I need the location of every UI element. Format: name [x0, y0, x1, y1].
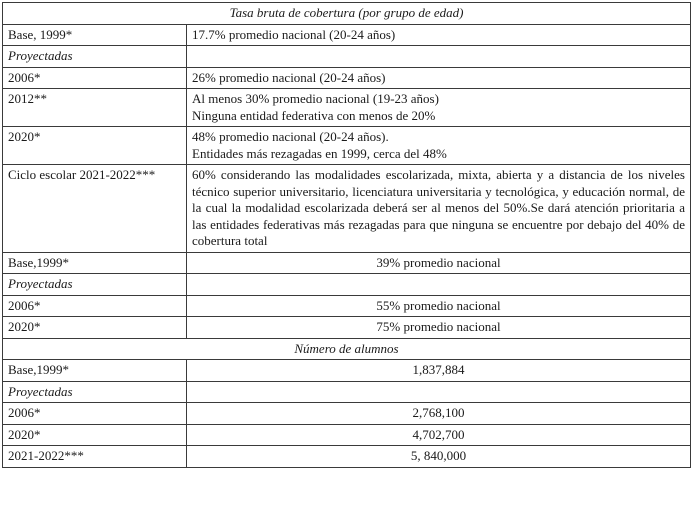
- row-label: Proyectadas: [3, 46, 187, 68]
- row-label: Base, 1999*: [3, 24, 187, 46]
- row-label: Ciclo escolar 2021-2022***: [3, 165, 187, 253]
- section-title-cobertura: Tasa bruta de cobertura (por grupo de edad): [3, 3, 691, 25]
- table-row: [3, 424, 691, 446]
- section-header-row: [3, 3, 691, 25]
- row-value: [187, 67, 691, 89]
- table-row: [3, 46, 691, 68]
- table-row: [3, 252, 691, 274]
- table-row: [3, 165, 691, 253]
- row-label: Proyectadas: [3, 381, 187, 403]
- table-row: [3, 89, 691, 127]
- row-label: 2012**: [3, 89, 187, 127]
- table-row: [3, 317, 691, 339]
- table-row: [3, 274, 691, 296]
- table-row: [3, 67, 691, 89]
- row-label: Base,1999*: [3, 360, 187, 382]
- table-row: [3, 446, 691, 468]
- row-label: Proyectadas: [3, 274, 187, 296]
- row-value: 55% promedio nacional: [187, 295, 691, 317]
- row-value: 5, 840,000: [187, 446, 691, 468]
- value-line: Ninguna entidad federativa con menos de 20%: [192, 107, 436, 123]
- row-value: [187, 24, 691, 46]
- coverage-table: [2, 2, 691, 468]
- section-header-row: [3, 338, 691, 360]
- value-line: Entidades más rezagadas en 1999, cerca del 48%: [192, 145, 447, 161]
- table-row: [3, 403, 691, 425]
- row-label: 2021-2022***: [3, 446, 187, 468]
- row-value: 4,702,700: [187, 424, 691, 446]
- row-value: [187, 89, 691, 127]
- row-label: 2006*: [3, 295, 187, 317]
- row-value: [187, 274, 691, 296]
- row-label: 2020*: [3, 424, 187, 446]
- section-title-alumnos: Número de alumnos: [3, 338, 691, 360]
- row-label: 2006*: [3, 67, 187, 89]
- row-value: 1,837,884: [187, 360, 691, 382]
- value-line: Al menos 30% promedio nacional (19-23 años): [192, 91, 439, 106]
- row-label: 2006*: [3, 403, 187, 425]
- row-label: 2020*: [3, 317, 187, 339]
- row-value: [187, 127, 691, 165]
- table-row: [3, 381, 691, 403]
- value-line: 17.7% promedio nacional (20-24 años): [192, 26, 396, 42]
- table-row: [3, 360, 691, 382]
- table-row: [3, 127, 691, 165]
- row-label: Base,1999*: [3, 252, 187, 274]
- row-value: [187, 165, 691, 253]
- value-line: 26% promedio nacional (20-24 años): [192, 69, 386, 85]
- row-label: 2020*: [3, 127, 187, 165]
- row-value: 2,768,100: [187, 403, 691, 425]
- row-value: 75% promedio nacional: [187, 317, 691, 339]
- row-value: 39% promedio nacional: [187, 252, 691, 274]
- row-value: [187, 46, 691, 68]
- table-row: [3, 24, 691, 46]
- value-line: 48% promedio nacional (20-24 años).: [192, 129, 389, 144]
- row-value: [187, 381, 691, 403]
- table-row: [3, 295, 691, 317]
- value-paragraph: 60% considerando las modalidades escolarizada, mixta, abierta y a distancia de los niveles técnico superior universitario, licenciatura universitaria y tecnológica, y educación normal, de la cual la modalidad escolarizada deberá ser al menos del 50%.Se dará atención prioritaria a las entidades federativas más rezagadas para que ninguna se encuentre por debajo del 40% de cobertura total: [192, 167, 685, 248]
